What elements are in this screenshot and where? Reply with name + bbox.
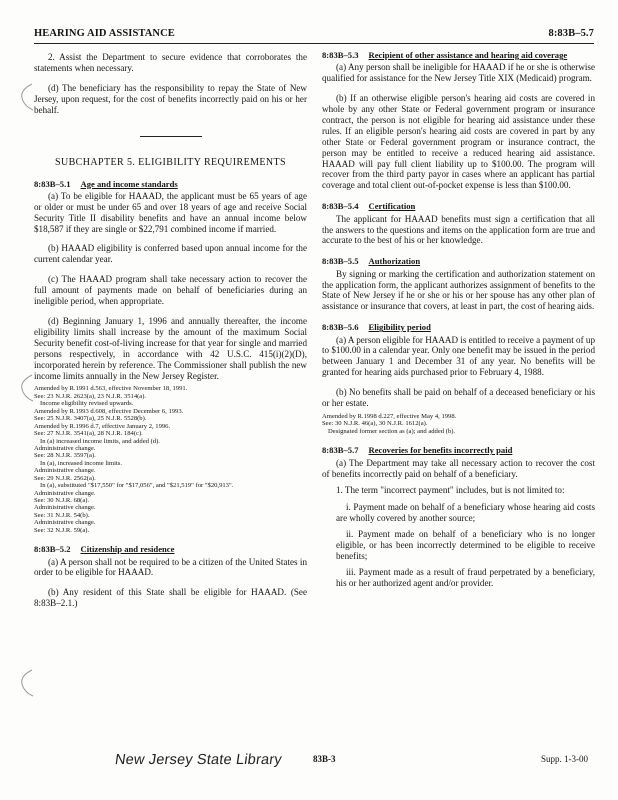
section-number: 8:83B–5.1 <box>34 178 71 189</box>
history-line: In (a), substituted "$17,550" for "$17,056", and "$21,519" for "$20,913". <box>40 482 234 490</box>
section-number: 8:83B–5.4 <box>322 201 359 212</box>
history-line: Income eligibility revised upwards. <box>40 400 134 408</box>
paragraph: By signing or marking the certification and authorization statement on the application form, the applicant authorizes assignment of benefits to the State of New Jersey if he or she or his or her spouse has any other plan of assistance or insurance that covers, at least in part, the cost of hearing aids. <box>322 268 595 312</box>
history-line: See: 29 N.J.R. 2562(a). <box>34 474 96 482</box>
history-line: Amended by R.1993 d.608, effective December 6, 1993. <box>34 407 184 415</box>
history-line: See: 28 N.J.R. 3597(a). <box>34 452 96 460</box>
section-heading-5-7 <box>322 445 595 455</box>
paragraph: (d) The beneficiary has the responsibility to repay the State of New Jersey, upon request, for the cost of benefits incorrectly paid on his or her behalf. <box>34 82 307 115</box>
history-line: Amended by R.1991 d.563, effective November 18, 1991. <box>34 385 188 393</box>
history-line: In (a), increased income limits. <box>40 459 123 467</box>
history-line: Administrative change. <box>34 444 96 452</box>
history-line: See: 32 N.J.R. 59(a). <box>34 526 90 534</box>
left-column <box>34 52 307 618</box>
section-title: Certification <box>368 201 416 212</box>
section-divider <box>140 136 202 137</box>
history-line: See: 23 N.J.R. 2623(a), 23 N.J.R. 3514(a). <box>34 392 147 400</box>
subchapter-title: SUBCHAPTER 5. ELIGIBILITY REQUIREMENTS <box>55 156 286 168</box>
history-line: See: 25 N.J.R. 3407(a), 25 N.J.R. 5528(b). <box>34 415 147 423</box>
header-title: HEARING AID ASSISTANCE <box>34 28 175 39</box>
history-line: Amended by R.1998 d.227, effective May 4, 1998. <box>322 413 457 420</box>
amendment-history <box>322 413 595 435</box>
history-line: See: 31 N.J.R. 54(b). <box>34 511 90 519</box>
history-line: See: 30 N.J.R. 68(a). <box>34 497 90 504</box>
history-line: See: 27 N.J.R. 3541(a), 28 N.J.R. 184(c). <box>34 430 143 438</box>
history-line: Administrative change. <box>34 519 96 527</box>
section-number: 8:83B–5.7 <box>322 445 359 456</box>
section-number: 8:83B–5.3 <box>322 50 359 60</box>
history-line: Amended by R.1996 d.7, effective January 2, 1996. <box>34 422 171 430</box>
paragraph: (b) Any resident of this State shall be eligible for HAAAD. (See 8:83B–2.1.) <box>34 587 307 609</box>
section-title: Recoveries for benefits incorrectly paid <box>368 445 513 456</box>
history-line: See: 30 N.J.R. 46(a), 30 N.J.R. 1612(a). <box>322 420 428 428</box>
section-heading-5-3 <box>322 50 595 60</box>
paragraph: (a) To be eligible for HAAAD, the applicant must be 65 years of age or older or must be under 65 and over 18 years of age and receive Social Security Title II disability benefits and have an annual income below $18,587 if they are single or $22,791 combined income if married. <box>34 190 307 234</box>
supplement-date: Supp. 1-3-00 <box>541 754 588 764</box>
paragraph: (a) The Department may take all necessary action to recover the cost of benefits incorrectly paid on behalf of a beneficiary. <box>322 457 595 479</box>
section-number: 8:83B–5.5 <box>322 256 359 267</box>
history-line: Designated former section as (a); and added (b). <box>328 427 456 435</box>
section-title: Recipient of other assistance and hearing aid coverage <box>368 50 568 60</box>
section-title: Eligibility period <box>368 322 431 333</box>
section-title: Age and income standards <box>80 178 178 189</box>
list-item: iii. Payment made as a result of fraud perpetrated by a beneficiary, his or her authorized agent and/or provider. <box>336 566 595 588</box>
running-header <box>34 27 594 44</box>
section-title: Citizenship and residence <box>80 544 175 555</box>
history-line: Administrative change. <box>34 467 96 475</box>
right-column <box>322 50 595 594</box>
section-heading-5-4 <box>322 201 595 211</box>
section-number: 8:83B–5.6 <box>322 322 359 333</box>
paragraph: 2. Assist the Department to secure evidence that corroborates the statements when necessary. <box>34 52 307 73</box>
list-item: ii. Payment made on behalf of a beneficiary who is no longer eligible, or has been incorrectly determined to be eligible to receive benefits; <box>336 529 595 561</box>
paragraph: (b) HAAAD eligibility is conferred based upon annual income for the current calendar year. <box>34 243 307 265</box>
header-section-number: 8:83B–5.7 <box>548 28 594 39</box>
section-title: Authorization <box>368 256 421 267</box>
paragraph: (d) Beginning January 1, 1996 and annually thereafter, the income eligibility limits shall increase by the amount of the maximum Social Security benefit cost-of-living increase for that year for single and married persons respectively, in accordance with 42 U.S.C. 415(i)(2)(D), incorporated herein by reference. The Commissioner shall publish the new income limits annually in the New Jersey Register. <box>34 316 307 381</box>
section-heading-5-5 <box>322 256 595 266</box>
section-heading-5-1 <box>34 179 307 189</box>
punch-hole-mark <box>18 668 36 698</box>
list-item: 1. The term "incorrect payment" includes, but is not limited to: <box>336 485 565 496</box>
paragraph: (a) A person shall not be required to be a citizen of the United States in order to be eligible for HAAAD. <box>34 556 307 578</box>
page-number: 83B-3 <box>313 754 336 764</box>
paragraph: (c) The HAAAD program shall take necessary action to recover the full amount of payments made on behalf of beneficiaries during an ineligible period, when appropriate. <box>34 274 307 307</box>
section-heading-5-2 <box>34 544 307 554</box>
section-heading-5-6 <box>322 322 595 332</box>
history-line: Administrative change. <box>34 504 96 512</box>
paragraph: (a) Any person shall be ineligible for HAAAD if he or she is otherwise qualified for assistance for the New Jersey Title XIX (Medicaid) program. <box>322 62 595 84</box>
history-line: In (a) increased income limits, and added (d). <box>40 437 160 445</box>
amendment-history <box>34 385 307 534</box>
paragraph: The applicant for HAAAD benefits must sign a certification that all the answers to the questions and items on the application form are true and accurate to the best of his or her knowledge. <box>322 213 595 246</box>
paragraph: (b) No benefits shall be paid on behalf of a deceased beneficiary or his or her estate. <box>322 387 595 409</box>
section-number: 8:83B–5.2 <box>34 544 71 555</box>
history-line: Administrative change. <box>34 489 96 497</box>
paragraph: (b) If an otherwise eligible person's hearing aid costs are covered in whole by any other State or Federal government program or insurance contract, the person is not eligible for hearing aid assistance under these rules. If an eligible person's hearing aid costs are covered in part by any other State or Federal government program or insurance contract, the person may be entitled to receive a reduced hearing aid assistance. HAAAD will pay full client liability up to $100.00. The program will recover from the third party payor in cases where an applicant has partial coverage and total client out-of-pocket expense is less than $100.00. <box>322 93 595 191</box>
paragraph: (a) A person eligible for HAAAD is entitled to receive a payment of up to $100.00 in a calendar year. Only one benefit may be issued in the period between January 1 and December 31 of any year. No benefits will be granted for hearing aids purchased prior to February 4, 1988. <box>322 334 595 378</box>
list-item: i. Payment made on behalf of a beneficiary whose hearing aid costs are wholly covered by another source; <box>336 502 595 524</box>
library-stamp: New Jersey State Library <box>113 752 283 768</box>
